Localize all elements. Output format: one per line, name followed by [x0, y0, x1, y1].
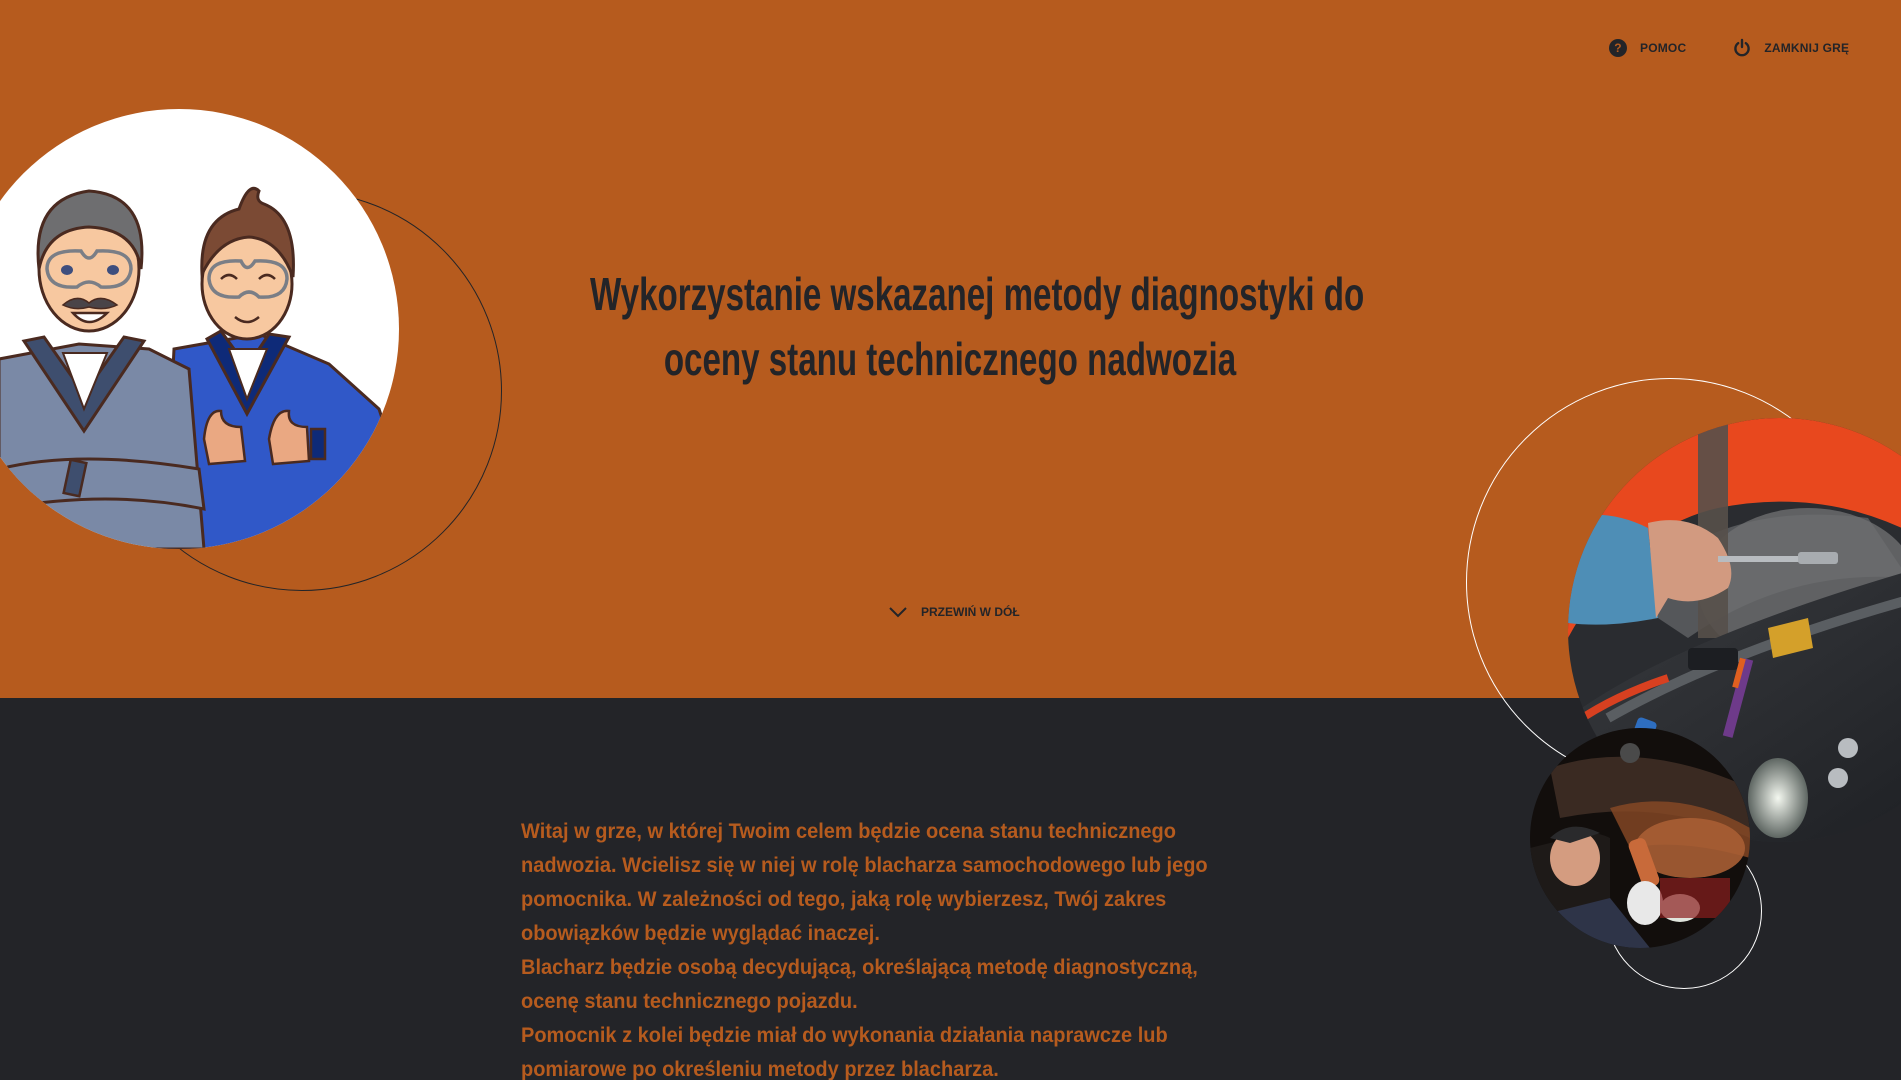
undercarriage-photo-icon: [1530, 728, 1750, 948]
svg-text:?: ?: [1614, 41, 1622, 56]
title-line-2: oceny stanu technicznego nadwozia: [663, 333, 1237, 385]
intro-line: Blacharz będzie osobą decydującą, określającą metodę diagnostyczną,: [521, 955, 1198, 979]
intro-line: pomocnika. W zależności od tego, jaką rolę wybierzesz, Twój zakres: [521, 887, 1167, 911]
scroll-down-button[interactable]: [888, 605, 1020, 619]
top-navigation: [1608, 37, 1849, 59]
help-label: POMOC: [1640, 41, 1687, 55]
undercarriage-inspection-photo: [1530, 728, 1750, 948]
intro-description: [521, 814, 1321, 1080]
intro-line: ocenę stanu technicznego pojazdu.: [521, 989, 858, 1013]
page-title: [450, 262, 1450, 392]
close-game-label: ZAMKNIJ GRĘ: [1764, 41, 1850, 55]
intro-line: obowiązków będzie wyglądać inaczej.: [521, 921, 880, 945]
scroll-down-label: PRZEWIŃ W DÓŁ: [921, 605, 1020, 619]
intro-line: nadwozia. Wcielisz się w niej w rolę blacharza samochodowego lub jego: [521, 853, 1208, 877]
title-line-1: Wykorzystanie wskazanej metody diagnostyki do: [590, 268, 1365, 320]
close-game-button[interactable]: [1732, 37, 1849, 59]
intro-line: Witaj w grze, w której Twoim celem będzie ocena stanu technicznego: [521, 819, 1176, 843]
intro-line: Pomocnik z kolei będzie miał do wykonania działania naprawcze lub: [521, 1023, 1168, 1047]
power-icon: [1732, 38, 1752, 58]
chevron-down-icon: [888, 605, 908, 619]
question-circle-icon: [1608, 38, 1628, 58]
help-button[interactable]: [1608, 37, 1686, 59]
intro-line: pomiarowe po określeniu metody przez blacharza.: [521, 1057, 999, 1080]
